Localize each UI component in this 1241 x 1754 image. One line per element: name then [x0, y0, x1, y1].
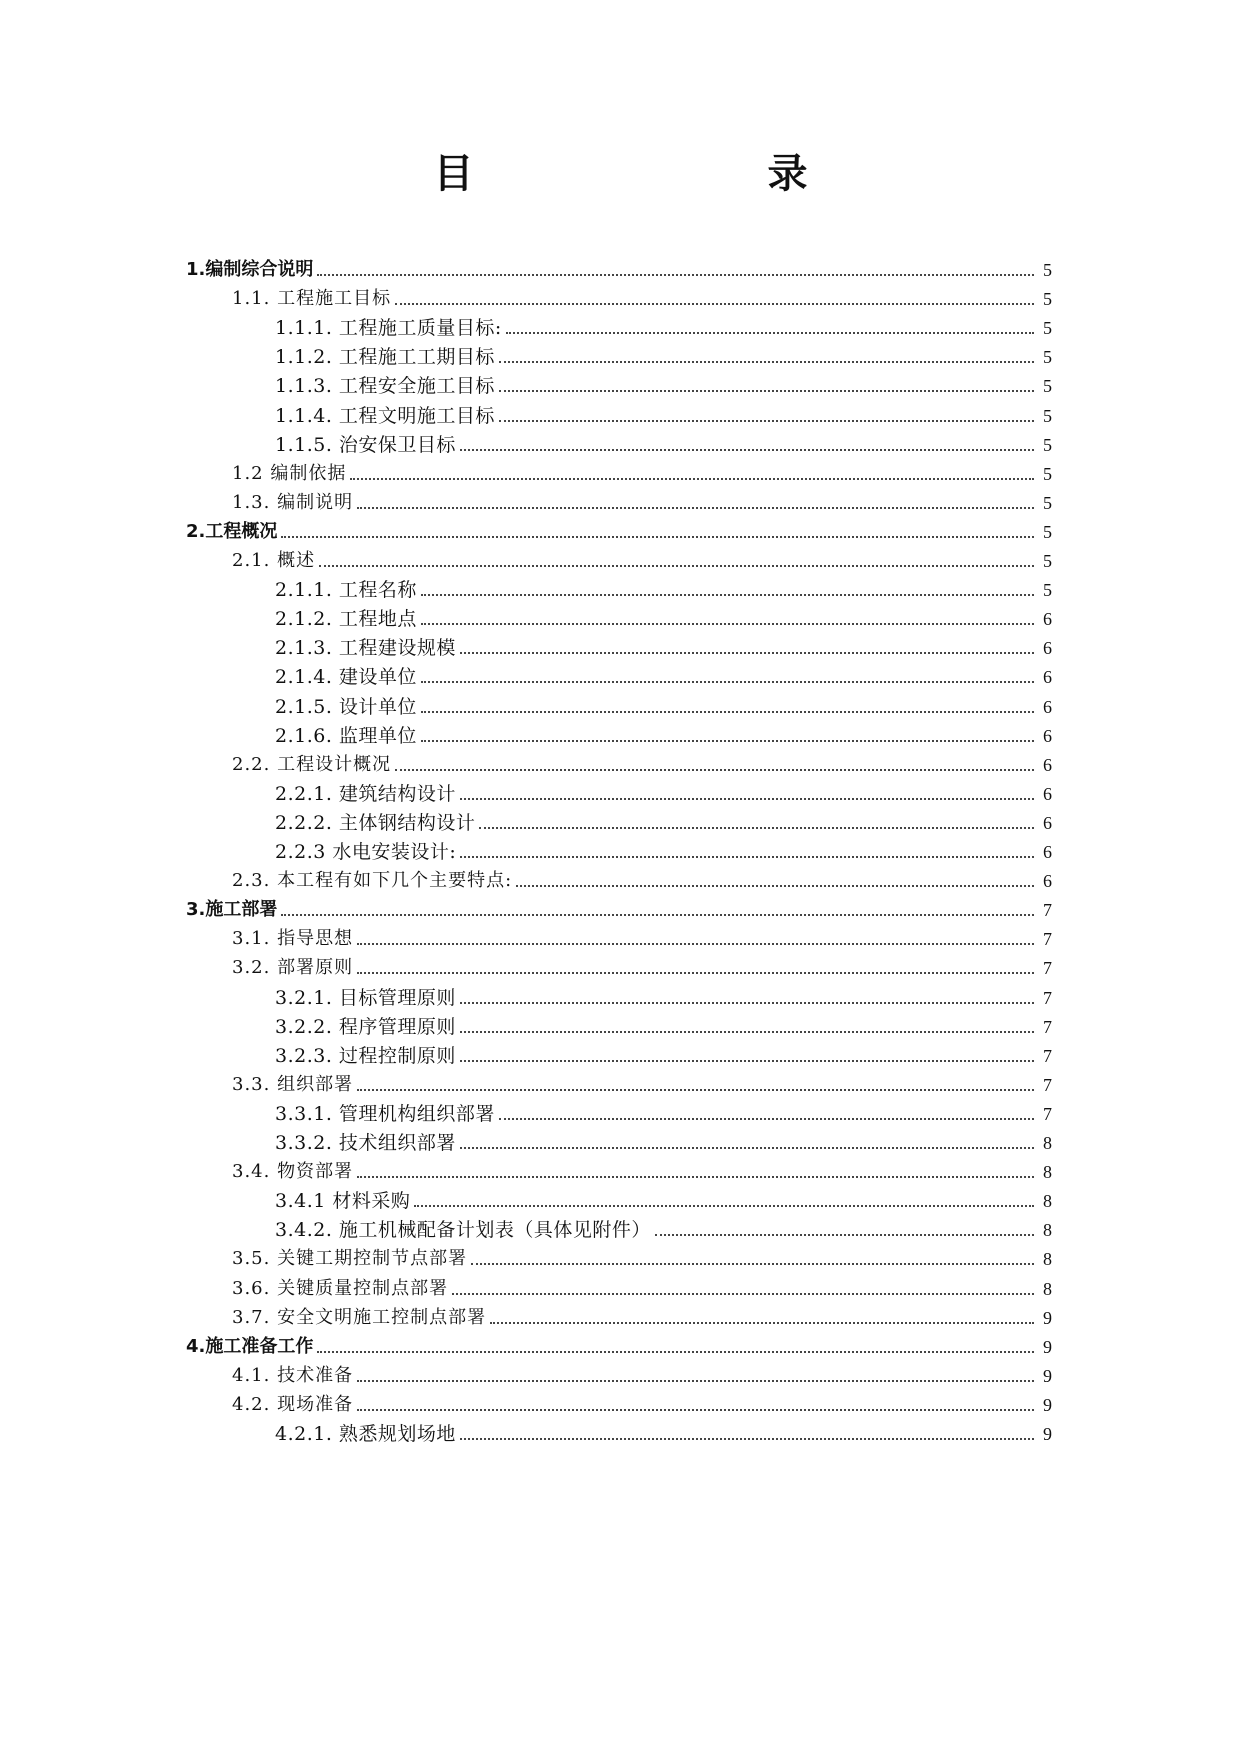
- toc-entry-label: 3.4.1 材料采购: [275, 1190, 411, 1213]
- toc-dot-leader: [506, 332, 1034, 334]
- toc-page-number: 8: [1043, 1249, 1052, 1270]
- toc-dot-leader: [357, 972, 1034, 974]
- toc-entry-label: 4.施工准备工作: [186, 1335, 314, 1357]
- toc-page-number: 9: [1043, 1336, 1052, 1357]
- toc-page-number: 5: [1043, 260, 1052, 280]
- toc-dot-leader: [499, 361, 1034, 363]
- toc-page-number: 6: [1043, 812, 1052, 833]
- toc-entry-label: 4.1. 技术准备: [232, 1364, 354, 1386]
- toc-entry-level-3[interactable]: [0, 1036, 1241, 1068]
- toc-page-number: 5: [1043, 551, 1052, 571]
- toc-entry-level-3[interactable]: [0, 425, 1241, 457]
- toc-page-number: 6: [1043, 609, 1052, 630]
- toc-entry-label: 2.2.2. 主体钢结构设计: [275, 811, 476, 834]
- toc-entry-level-2[interactable]: [0, 745, 1241, 777]
- toc-entry-label: 3.3.2. 技术组织部署: [275, 1132, 456, 1154]
- toc-page-number: 5: [1043, 347, 1052, 368]
- toc-entry-label: 3.6. 关键质量控制点部署: [232, 1277, 449, 1299]
- toc-entry-level-3[interactable]: [0, 628, 1241, 660]
- toc-dot-leader: [317, 274, 1034, 276]
- toc-dot-leader: [499, 420, 1034, 422]
- toc-dot-leader: [357, 1176, 1034, 1178]
- toc-entry-level-3[interactable]: [0, 657, 1241, 689]
- toc-entry-level-1[interactable]: [0, 250, 1241, 282]
- toc-entry-level-2[interactable]: [0, 1152, 1241, 1184]
- toc-dot-leader: [460, 449, 1034, 451]
- toc-entry-label: 2.1.6. 监理单位: [275, 724, 417, 747]
- toc-page-number: 6: [1043, 667, 1052, 688]
- toc-entry-level-2[interactable]: [0, 483, 1241, 515]
- toc-dot-leader: [460, 652, 1034, 654]
- toc-entry-label: 1.1.3. 工程安全施工目标: [275, 375, 495, 398]
- toc-entry-label: 3.3.1. 管理机构组织部署: [275, 1102, 495, 1125]
- toc-entry-level-1[interactable]: [0, 1327, 1241, 1359]
- toc-entry-level-2[interactable]: [0, 1065, 1241, 1097]
- toc-entry-level-3[interactable]: [0, 396, 1241, 428]
- toc-dot-leader: [460, 1031, 1034, 1033]
- toc-dot-leader: [357, 1089, 1034, 1091]
- toc-dot-leader: [490, 1322, 1034, 1324]
- toc-entry-label: 2.2.3 水电安装设计:: [275, 841, 457, 863]
- toc-entry-label: 1.编制综合说明: [186, 259, 314, 280]
- toc-dot-leader: [479, 827, 1034, 829]
- toc-entry-level-3[interactable]: [0, 599, 1241, 631]
- toc-dot-leader: [281, 536, 1034, 538]
- toc-dot-leader: [395, 769, 1034, 771]
- toc-page-number: 5: [1043, 580, 1052, 601]
- page-title: 目 录: [433, 151, 948, 197]
- toc-page-number: 8: [1043, 1220, 1052, 1241]
- toc-entry-level-3[interactable]: [0, 1123, 1241, 1155]
- toc-page-number: 7: [1043, 958, 1052, 979]
- toc-entry-label: 1.1.4. 工程文明施工目标: [275, 404, 495, 427]
- toc-entry-level-2[interactable]: [0, 541, 1241, 573]
- toc-entry-level-2[interactable]: [0, 1356, 1241, 1388]
- toc-entry-label: 3.2.1. 目标管理原则: [275, 986, 456, 1009]
- toc-dot-leader: [421, 711, 1034, 713]
- toc-page-number: 7: [1043, 900, 1052, 921]
- toc-dot-leader: [357, 507, 1034, 509]
- toc-entry-level-3[interactable]: [0, 308, 1241, 340]
- toc-dot-leader: [350, 478, 1034, 480]
- toc-entry-label: 2.1. 概述: [232, 550, 316, 571]
- toc-entry-level-3[interactable]: [0, 687, 1241, 719]
- toc-page-number: 7: [1043, 987, 1052, 1008]
- toc-dot-leader: [317, 1351, 1034, 1353]
- toc-dot-leader: [395, 303, 1034, 305]
- toc-entry-level-2[interactable]: [0, 454, 1241, 486]
- toc-dot-leader: [421, 740, 1034, 742]
- toc-dot-leader: [421, 681, 1034, 683]
- toc-entry-level-2[interactable]: [0, 919, 1241, 951]
- toc-page-number: 8: [1043, 1191, 1052, 1212]
- toc-dot-leader: [471, 1263, 1034, 1265]
- toc-entry-level-3[interactable]: [0, 832, 1241, 864]
- toc-page-number: 6: [1043, 783, 1052, 804]
- toc-entry-label: 2.1.2. 工程地点: [275, 608, 417, 631]
- toc-entry-level-1[interactable]: [0, 512, 1241, 544]
- toc-page-number: 8: [1043, 1133, 1052, 1153]
- toc-entry-label: 1.1.1. 工程施工质量目标:: [275, 317, 502, 340]
- toc-entry-label: 3.施工部署: [186, 899, 278, 921]
- toc-entry-level-3[interactable]: [0, 570, 1241, 602]
- toc-dot-leader: [357, 1380, 1034, 1382]
- toc-page-number: 8: [1043, 1162, 1052, 1183]
- toc-page-number: 9: [1043, 1394, 1052, 1415]
- toc-entry-level-3[interactable]: [0, 716, 1241, 748]
- toc-page-number: 6: [1043, 842, 1052, 862]
- toc-entry-level-2[interactable]: [0, 1239, 1241, 1271]
- toc-page-number: 6: [1043, 871, 1052, 892]
- toc-entry-level-2[interactable]: [0, 948, 1241, 980]
- toc-entry-label: 3.4. 物资部署: [232, 1161, 354, 1183]
- toc-entry-level-2[interactable]: [0, 1269, 1241, 1301]
- toc-entry-label: 3.2.2. 程序管理原则: [275, 1015, 456, 1038]
- toc-dot-leader: [452, 1293, 1034, 1295]
- toc-page-number: 7: [1043, 1045, 1052, 1066]
- toc-entry-level-3[interactable]: [0, 774, 1241, 806]
- toc-dot-leader: [357, 1409, 1034, 1411]
- toc-page-number: 6: [1043, 638, 1052, 659]
- toc-entry-label: 2.3. 本工程有如下几个主要特点:: [232, 870, 513, 892]
- toc-entry-label: 3.3. 组织部署: [232, 1073, 354, 1095]
- toc-dot-leader: [499, 1118, 1034, 1120]
- toc-dot-leader: [499, 390, 1034, 392]
- toc-dot-leader: [421, 594, 1034, 596]
- toc-dot-leader: [460, 798, 1034, 800]
- toc-dot-leader: [281, 914, 1034, 916]
- toc-entry-label: 2.1.4. 建设单位: [275, 666, 417, 689]
- toc-page-number: 5: [1043, 521, 1052, 542]
- toc-entry-level-1[interactable]: [0, 890, 1241, 922]
- toc-dot-leader: [460, 856, 1034, 858]
- toc-entry-level-3[interactable]: [0, 978, 1241, 1010]
- toc-entry-level-3[interactable]: [0, 366, 1241, 398]
- toc-entry-label: 3.1. 指导思想: [232, 928, 354, 950]
- toc-page-number: 9: [1043, 1365, 1052, 1386]
- toc-entry-label: 2.1.3. 工程建设规模: [275, 637, 456, 660]
- toc-entry-level-3[interactable]: [0, 1210, 1241, 1242]
- toc-dot-leader: [357, 943, 1034, 945]
- toc-dot-leader: [460, 1060, 1034, 1062]
- toc-page-number: 9: [1043, 1307, 1052, 1328]
- toc-dot-leader: [460, 1438, 1034, 1440]
- toc-entry-label: 1.1. 工程施工目标: [232, 288, 392, 310]
- toc-entry-label: 2.2. 工程设计概况: [232, 753, 392, 775]
- toc-page-number: 5: [1043, 318, 1052, 339]
- toc-page-number: 5: [1043, 289, 1052, 310]
- toc-entry-level-3[interactable]: [0, 1414, 1241, 1446]
- toc-page-number: 6: [1043, 754, 1052, 775]
- toc-entry-level-3[interactable]: [0, 803, 1241, 835]
- toc-dot-leader: [460, 1147, 1034, 1149]
- toc-entry-level-2[interactable]: [0, 1385, 1241, 1417]
- toc-entry-label: 2.1.1. 工程名称: [275, 579, 417, 602]
- toc-page-number: 5: [1043, 376, 1052, 397]
- toc-page-number: 6: [1043, 696, 1052, 717]
- toc-page-number: 5: [1043, 434, 1052, 455]
- toc-entry-label: 1.3. 编制说明: [232, 491, 354, 513]
- toc-dot-leader: [414, 1205, 1034, 1207]
- toc-page-number: 8: [1043, 1278, 1052, 1299]
- toc-entry-label: 4.2.1. 熟悉规划场地: [275, 1423, 456, 1445]
- toc-entry-level-3[interactable]: [0, 337, 1241, 369]
- toc-entry-label: 1.1.5. 治安保卫目标: [275, 433, 456, 456]
- toc-dot-leader: [516, 885, 1034, 887]
- toc-dot-leader: [319, 565, 1034, 567]
- toc-entry-label: 2.1.5. 设计单位: [275, 695, 417, 718]
- toc-page-number: 9: [1043, 1424, 1052, 1444]
- toc-entry-label: 3.2. 部署原则: [232, 957, 354, 979]
- toc-dot-leader: [460, 1002, 1034, 1004]
- toc-entry-level-3[interactable]: [0, 1007, 1241, 1039]
- toc-dot-leader: [655, 1234, 1034, 1236]
- toc-entry-label: 2.工程概况: [186, 520, 278, 542]
- toc-page-number: 7: [1043, 1074, 1052, 1095]
- toc-page-number: 7: [1043, 1016, 1052, 1037]
- toc-entry-level-3[interactable]: [0, 1094, 1241, 1126]
- toc-entry-label: 3.7. 安全文明施工控制点部署: [232, 1306, 487, 1328]
- toc-entry-label: 4.2. 现场准备: [232, 1393, 354, 1415]
- toc-page-number: 5: [1043, 405, 1052, 426]
- toc-dot-leader: [421, 623, 1034, 625]
- toc-page-number: 6: [1043, 725, 1052, 746]
- toc-entry-label: 3.5. 关键工期控制节点部署: [232, 1248, 468, 1270]
- toc-entry-label: 3.4.2. 施工机械配备计划表（具体见附件）: [275, 1219, 651, 1242]
- toc-entry-label: 1.2 编制依据: [232, 462, 347, 484]
- toc-page-number: 5: [1043, 492, 1052, 513]
- toc-entry-label: 2.2.1. 建筑结构设计: [275, 782, 456, 805]
- toc-page-number: 7: [1043, 929, 1052, 950]
- toc-entry-label: 3.2.3. 过程控制原则: [275, 1044, 456, 1067]
- toc-page-number: 5: [1043, 463, 1052, 484]
- toc-entry-level-2[interactable]: [0, 861, 1241, 893]
- toc-entry-level-3[interactable]: [0, 1181, 1241, 1213]
- toc-page-number: 7: [1043, 1103, 1052, 1124]
- toc-entry-label: 1.1.2. 工程施工工期目标: [275, 346, 495, 369]
- toc-entry-level-2[interactable]: [0, 279, 1241, 311]
- toc-entry-level-2[interactable]: [0, 1298, 1241, 1330]
